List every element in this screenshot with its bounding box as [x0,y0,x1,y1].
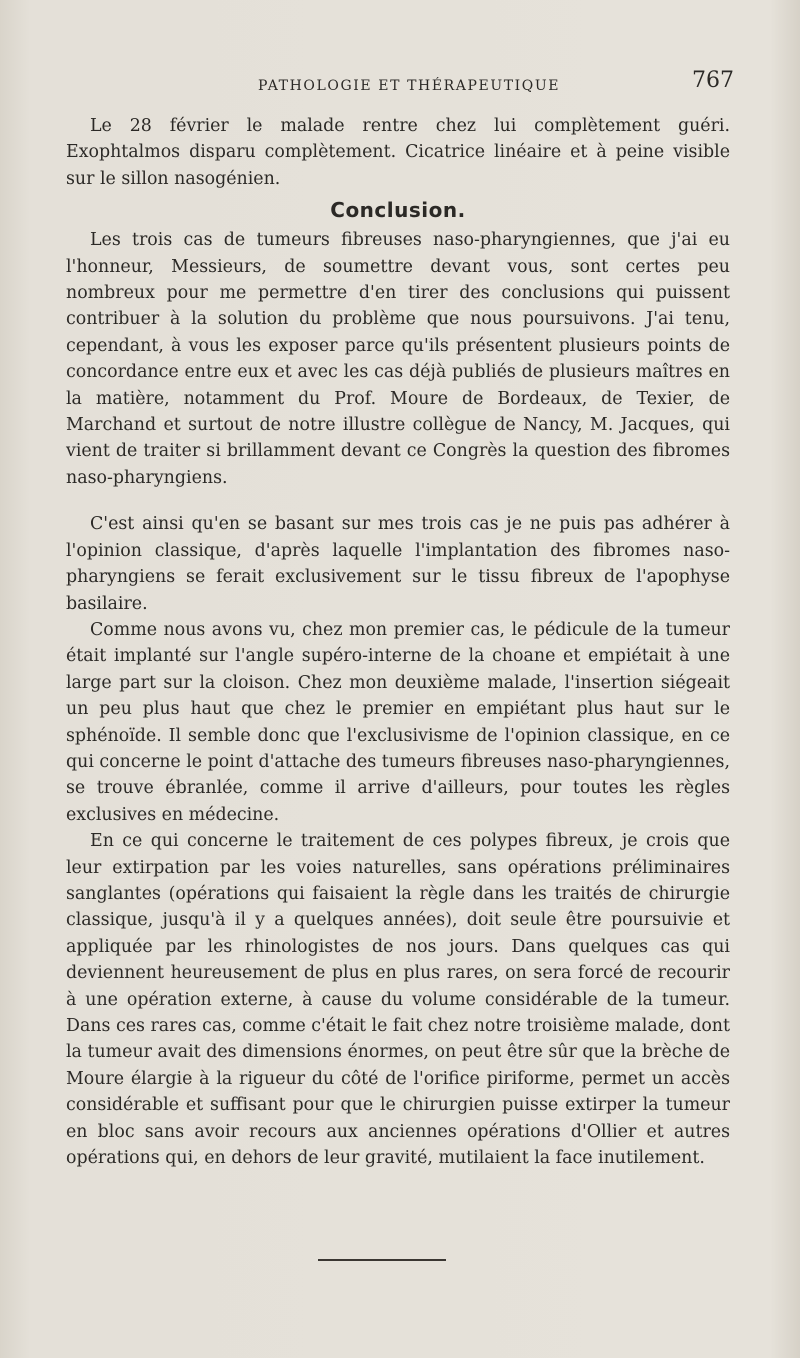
page-header [60,68,740,102]
end-rule [318,1259,446,1261]
body-text [66,113,730,1171]
running-title: PATHOLOGIE ET THÉRAPEUTIQUE [258,78,561,94]
page-number: 767 [692,68,734,93]
paragraph-recovery: Le 28 février le malade rentre chez lui complètement guéri. Exophtalmos disparu complètement. Cicatrice linéaire et à peine visible sur le sillon nasogénien. [66,116,730,189]
paragraph-implantation: Comme nous avons vu, chez mon premier cas, le pédicule de la tumeur était implanté sur l'angle supéro-interne de la choane et empiétait à une large part sur la cloison. Chez mon deuxième malade, l'insertion siégeait un peu plus haut que chez le premier en empiétant plus haut sur le sphénoïde. Il semble donc que l'exclusivisme de l'opinion classique, en ce qui concerne le point d'attache des tumeurs fibreuses naso-pharyngiennes, se trouve ébranlée, comme il arrive d'ailleurs, pour toutes les règles exclusives en médecine. [66,619,730,825]
section-heading: Conclusion. [330,198,466,223]
paragraph-cases: Les trois cas de tumeurs fibreuses naso-pharyngiennes, que j'ai eu l'honneur, Messieurs, de soumettre devant vous, sont certes peu nombreux pour me permettre d'en tirer des conclusions qui puissent contribuer à la solution du problème que nous poursuivons. J'ai tenu, cependant, à vous les exposer parce qu'ils présentent plusieurs points de concordance entre eux et avec les cas déjà publiés de plusieurs maîtres en la matière, notamment du Prof. Moure de Bordeaux, de Texier, de Marchand et surtout de notre illustre collègue de Nancy, M. Jacques, qui vient de traiter si brillamment devant ce Congrès la question des fibromes naso-pharyngiens. [66,230,730,488]
paragraph-opinion: C'est ainsi qu'en se basant sur mes trois cas je ne puis pas adhérer à l'opinion classique, d'après laquelle l'implantation des fibromes naso-pharyngiens se ferait exclusivement sur le tissu fibreux de l'apophyse basilaire. [66,514,730,614]
paragraph-treatment: En ce qui concerne le traitement de ces polypes fibreux, je crois que leur extirpation par les voies naturelles, sans opérations préliminaires sanglantes (opérations qui faisaient la règle dans les traités de chirurgie classique, jusqu'à il y a quelques années), doit seule être poursuivie et appliquée par les rhinologistes de nos jours. Dans quelques cas qui deviennent heureusement de plus en plus rares, on sera forcé de recourir à une opération externe, à cause du volume considérable de la tumeur. Dans ces rares cas, comme c'était le fait chez notre troisième malade, dont la tumeur avait des dimensions énormes, on peut être sûr que la brèche de Moure élargie à la rigueur du côté de l'orifice piriforme, permet un accès considérable et suffisant pour que le chirurgien puisse extirper la tumeur en bloc sans avoir recours aux anciennes opérations d'Ollier et autres opérations qui, en dehors de leur gravité, mutilaient la face inutilement. [66,831,730,1169]
paragraph-gap [66,491,730,511]
